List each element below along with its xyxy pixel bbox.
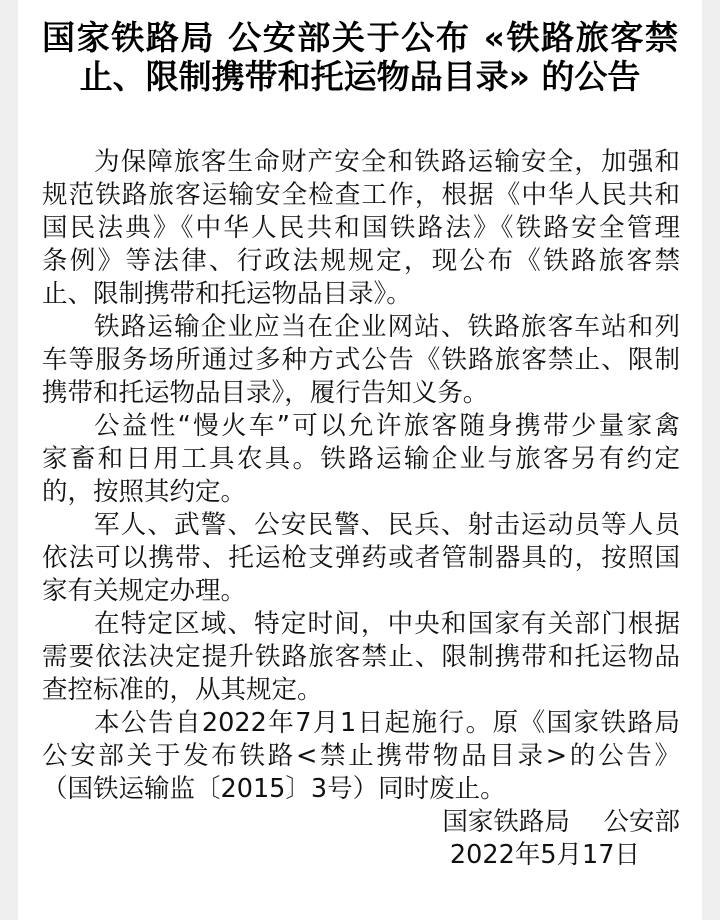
text-line: 公安部关于发布铁路<禁止携带物品目录>的公告》 [42,741,680,771]
text-line: （国铁运输监〔2015〕3号）同时废止。 [42,774,506,804]
text-line: 条例》等法律、行政法规规定，现公布《铁路旅客禁 [42,246,680,276]
text-line: 携带和托运物品目录》，履行告知义务。 [42,378,489,408]
signature-issuers: 国家铁路局 公安部 [442,807,680,837]
text-line: 本公告自2022年7月1日起施行。原《国家铁路局 [94,708,680,738]
document-title [42,18,678,96]
text-line: 查控标准的，从其规定。 [42,675,323,705]
text-line: 需要依法决定提升铁路旅客禁止、限制携带和托运物品 [42,642,680,672]
signature-date: 2022年5月17日 [449,840,640,870]
paragraph-announcement [42,146,680,311]
text-line: 止、限制携带和托运物品目录》。 [42,279,412,309]
text-line: 铁路运输企业应当在企业网站、铁路旅客车站和列 [94,312,680,342]
text-line: 车等服务场所通过多种方式公告《铁路旅客禁止、限制 [42,345,680,375]
paragraph-notification-duty [42,311,680,410]
paragraph-armed-personnel [42,509,680,608]
paragraph-effective-date [42,707,680,806]
text-line: 为保障旅客生命财产安全和铁路运输安全，加强和 [94,147,680,177]
title-line: 止、限制携带和托运物品目录» 的公告 [79,57,641,96]
text-line: 家有关规定办理。 [42,576,247,606]
text-line: 规范铁路旅客运输安全检查工作，根据《中华人民共和 [42,180,680,210]
paragraph-special-areas [42,608,680,707]
text-line: 的，按照其约定。 [42,477,247,507]
text-line: 在特定区域、特定时间，中央和国家有关部门根据 [94,609,680,639]
text-line: 依法可以携带、托运枪支弹药或者管制器具的，按照国 [42,543,680,573]
document-body [42,146,680,872]
text-line: 家畜和日用工具农具。铁路运输企业与旅客另有约定 [42,444,680,474]
text-line: 军人、武警、公安民警、民兵、射击运动员等人员 [94,510,680,540]
title-line: 国家铁路局 公安部关于公布 «铁路旅客禁 [42,18,678,57]
paragraph-slow-train [42,410,680,509]
text-line: 国民法典》《中华人民共和国铁路法》《铁路安全管理 [42,213,680,243]
text-line: 公益性“慢火车”可以允许旅客随身携带少量家禽 [94,411,680,441]
document-card [18,0,702,920]
